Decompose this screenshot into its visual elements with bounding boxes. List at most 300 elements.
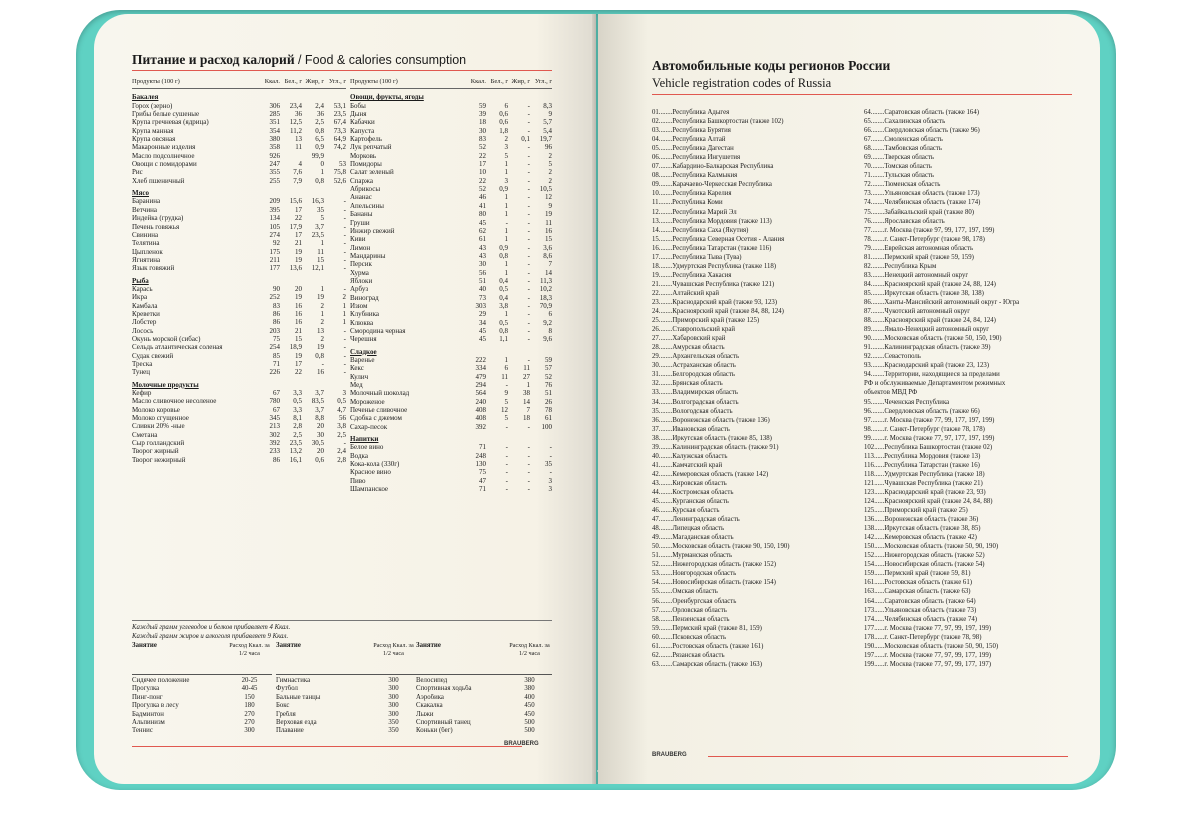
food-value: 19 <box>545 210 552 219</box>
food-row <box>350 335 552 343</box>
activity-name: Бокс <box>276 702 290 710</box>
food-row <box>132 456 346 464</box>
food-name: Молочный шоколад <box>350 389 410 398</box>
food-name: Судак свежий <box>132 351 174 360</box>
food-name: Рис <box>132 168 143 177</box>
food-row <box>350 460 552 468</box>
food-row <box>132 447 346 455</box>
food-value: 0,1 <box>521 135 530 144</box>
food-value: 70,9 <box>539 301 552 310</box>
activity-name: Скакалка <box>416 702 443 710</box>
food-name: Творог нежирный <box>132 455 186 464</box>
food-row <box>132 389 346 397</box>
region-code-entry: 61........Ростовская область (также 161) <box>652 642 764 650</box>
food-value: 2 <box>548 168 552 177</box>
food-value: 8 <box>548 326 552 335</box>
region-code-entry: 13........Республика Мордовия (также 113) <box>652 217 772 225</box>
activity-table-1 <box>132 642 272 736</box>
region-code-entry: 05........Республика Дагестан <box>652 145 734 153</box>
food-value: 2,8 <box>337 455 346 464</box>
food-name: Варенье <box>350 356 375 364</box>
region-code-entry: 178......г. Санкт-Петербург (также 78, 98) <box>864 633 982 641</box>
food-row <box>350 414 552 422</box>
food-row <box>132 368 346 376</box>
food-value: 285 <box>269 110 280 119</box>
food-name: Ананас <box>350 193 372 202</box>
food-value: - <box>527 468 530 477</box>
food-table-col1 <box>132 78 346 464</box>
food-row <box>350 252 552 260</box>
food-value: 83,5 <box>311 397 324 406</box>
food-row <box>132 118 346 126</box>
region-code-entry: 177......г. Москва (также 77, 97, 99, 197, 199) <box>864 624 992 632</box>
food-value: 7,9 <box>293 176 302 185</box>
region-code-entry: 118......Удмуртская Республика (также 18) <box>864 470 985 478</box>
food-value: - <box>527 422 530 431</box>
food-value: - <box>343 334 346 343</box>
food-name: Кулич <box>350 372 369 381</box>
food-value: 61 <box>479 235 486 244</box>
region-code-entry: 197......г. Москва (также 77, 97, 99, 177, 199) <box>864 651 992 659</box>
food-value: 380 <box>269 135 280 144</box>
activity-row <box>132 727 272 735</box>
food-row <box>132 414 346 422</box>
food-value: 96 <box>545 143 552 152</box>
food-name: Груши <box>350 218 370 227</box>
calorie-notes <box>132 620 552 641</box>
food-value: 9 <box>548 110 552 119</box>
food-value: 2 <box>548 151 552 160</box>
food-value: 3,7 <box>315 222 324 231</box>
food-row <box>350 269 552 277</box>
food-value: 0,8 <box>315 126 324 135</box>
title-underline <box>652 94 1072 95</box>
food-name: Индейка (грудка) <box>132 214 184 223</box>
food-value: 6 <box>504 364 508 373</box>
food-value: 26 <box>545 397 552 406</box>
food-value: 2,8 <box>293 422 302 431</box>
food-value: - <box>343 247 346 256</box>
header-protein: Бел., г <box>284 78 302 85</box>
region-code-entry: 142......Кемеровская область (также 42) <box>864 534 977 542</box>
region-code-entry: 51........Мурманская область <box>652 552 733 560</box>
food-section-heading: Рыба <box>132 276 149 285</box>
food-value: 99,9 <box>311 151 324 160</box>
food-value: 19 <box>317 293 324 302</box>
header-fat: Жир, г <box>305 78 324 85</box>
food-value: 56 <box>339 414 346 423</box>
food-value: - <box>505 218 508 227</box>
food-value: 177 <box>269 264 280 273</box>
food-name: Треска <box>132 360 153 368</box>
activity-name: Лыжи <box>416 710 434 718</box>
activity-name: Пинг-понг <box>132 693 163 701</box>
region-code-entry: 36........Воронежская область (также 136) <box>652 416 770 424</box>
activity-row <box>276 711 416 719</box>
food-value: 14 <box>523 397 530 406</box>
food-value: 0,8 <box>315 351 324 360</box>
food-row <box>350 364 552 372</box>
food-value: 45 <box>479 218 486 227</box>
food-value: 1 <box>504 226 508 235</box>
food-value: 13,6 <box>289 264 302 273</box>
region-code-entry: 83........Ненецкий автономный округ <box>864 271 969 279</box>
region-code-entry: 33........Владимирская область <box>652 389 739 397</box>
activity-kcal: 300 <box>244 727 255 735</box>
activity-kcal: 350 <box>388 719 399 727</box>
food-row <box>350 277 552 285</box>
food-value: - <box>549 468 552 477</box>
food-name: Инжир свежий <box>350 226 395 235</box>
food-value: 306 <box>269 101 280 110</box>
food-name: Помидоры <box>350 160 382 169</box>
food-value: 345 <box>269 414 280 423</box>
food-row <box>350 143 552 151</box>
food-value: 1 <box>342 318 346 327</box>
food-value: 35 <box>545 460 552 469</box>
food-section-heading: Молочные продукты <box>132 380 199 389</box>
food-value: 209 <box>269 197 280 206</box>
food-row <box>350 423 552 431</box>
activity-name: Бадминтон <box>132 710 164 718</box>
region-code-entry: 40........Калужская область <box>652 452 728 460</box>
food-value: 1 <box>342 309 346 318</box>
food-value: - <box>527 210 530 219</box>
food-row <box>132 160 346 168</box>
food-value: 240 <box>475 397 486 406</box>
food-value: - <box>505 443 508 452</box>
food-value: 11 <box>501 372 508 381</box>
food-row <box>132 285 346 293</box>
food-value: 3,6 <box>543 243 552 252</box>
region-code-entry: 29........Архангельская область <box>652 353 740 361</box>
food-value <box>280 152 302 160</box>
activity-row <box>132 719 272 727</box>
food-value: - <box>527 460 530 469</box>
food-name: Овощи с помидорами <box>132 160 197 169</box>
region-code-entry: 102......Республика Башкортостан (также 02) <box>864 443 993 451</box>
food-name: Масло подсолнечное <box>132 151 195 160</box>
food-value: 21 <box>295 239 302 248</box>
region-code-entry: 91........Калининградская область (также 39) <box>864 344 991 352</box>
activity-kcal: 270 <box>244 710 255 718</box>
food-name: Бобы <box>350 101 366 110</box>
food-value: 36 <box>295 110 302 119</box>
food-name: Лимон <box>350 243 371 252</box>
food-value: 5 <box>504 151 508 160</box>
food-value: 75,8 <box>333 168 346 177</box>
food-value: 83 <box>479 135 486 144</box>
food-row <box>350 452 552 460</box>
food-value: - <box>343 197 346 206</box>
food-value: 83 <box>273 301 280 310</box>
food-row <box>132 206 346 214</box>
food-value: - <box>343 351 346 360</box>
region-code-entry: 90........Московская область (также 50, 150, 190) <box>864 335 1002 343</box>
food-value: 17 <box>295 205 302 214</box>
food-value: 34 <box>479 318 486 327</box>
food-value: 78 <box>545 406 552 415</box>
region-code-entry: 11........Республика Коми <box>652 199 723 207</box>
food-section-heading: Бакалея <box>132 93 159 102</box>
food-name: Грибы белые сушеные <box>132 110 200 119</box>
food-value: 62 <box>479 226 486 235</box>
food-name: Пиво <box>350 476 366 485</box>
food-name: Окунь морской (сибас) <box>132 334 201 343</box>
food-value: 90 <box>273 284 280 293</box>
activity-kcal: 380 <box>524 685 535 693</box>
food-name: Молоко сгущенное <box>132 414 189 423</box>
food-value: 36 <box>317 110 324 119</box>
food-value: 12,1 <box>311 264 324 273</box>
food-value: 1 <box>320 168 324 177</box>
activity-row <box>276 677 416 685</box>
region-code-entry: 45........Курганская область <box>652 498 729 506</box>
region-code-entry: 62........Рязанская область <box>652 651 725 659</box>
food-value: 9,2 <box>543 318 552 327</box>
food-name: Кабачки <box>350 118 375 127</box>
region-code-entry: 124......Красноярский край (также 24, 84, 88) <box>864 498 993 506</box>
food-name: Белое вино <box>350 443 384 452</box>
food-value: - <box>505 476 508 485</box>
food-value: - <box>527 168 530 177</box>
activity-header: Занятие <box>276 642 301 649</box>
food-value: - <box>505 460 508 469</box>
food-value: 247 <box>269 160 280 169</box>
food-value: 75 <box>273 334 280 343</box>
food-value: 2 <box>320 301 324 310</box>
food-name: Клубника <box>350 310 380 319</box>
food-value: 7,6 <box>293 168 302 177</box>
food-name: Икра <box>132 293 148 302</box>
food-row <box>350 468 552 476</box>
food-value: 3,7 <box>315 389 324 398</box>
food-value: 3 <box>548 485 552 494</box>
region-code-entry: 38........Иркутская область (также 85, 138) <box>652 434 772 442</box>
food-value: 2 <box>548 176 552 185</box>
food-value: - <box>527 293 530 302</box>
food-value: 1 <box>320 284 324 293</box>
region-code-entry: 154......Новосибирская область (также 54) <box>864 561 985 569</box>
food-row <box>132 248 346 256</box>
region-code-entry: 04........Республика Алтай <box>652 136 726 144</box>
food-row <box>350 356 552 364</box>
food-row <box>132 335 346 343</box>
food-value: - <box>527 443 530 452</box>
food-row <box>350 135 552 143</box>
food-name: Салат зеленый <box>350 168 394 177</box>
food-value: 38 <box>523 389 530 398</box>
region-code-entry: 31........Белгородская область <box>652 371 736 379</box>
region-code-entry: 99........г. Москва (также 77, 97, 177, 197, 199) <box>864 434 995 442</box>
region-code-entry: 89........Ямало-Ненецкий автономный округ <box>864 326 990 334</box>
food-value: 1 <box>526 381 530 390</box>
food-name: Виноград <box>350 293 379 302</box>
food-value: 0,5 <box>499 285 508 294</box>
header-protein: Бел., г <box>490 78 508 85</box>
activity-name: Прогулка в лесу <box>132 702 179 710</box>
food-value: 408 <box>475 414 486 423</box>
activity-name: Велосипед <box>416 677 448 684</box>
food-value: 11 <box>545 218 552 227</box>
food-row <box>350 118 552 126</box>
food-value: 2 <box>342 293 346 302</box>
food-value: 175 <box>269 247 280 256</box>
food-value: 1 <box>320 239 324 248</box>
food-value: 9 <box>548 201 552 210</box>
header-carbs: Угл., г <box>328 78 346 85</box>
activity-kcal: 500 <box>524 719 535 727</box>
activity-name: Гребля <box>276 710 296 718</box>
food-value: - <box>343 439 346 448</box>
food-row <box>132 168 346 176</box>
food-name: Креветки <box>132 309 160 318</box>
right-page-title: Автомобильные коды регионов России <box>652 58 891 73</box>
food-value: 23,5 <box>311 230 324 239</box>
food-value: 0,8 <box>315 176 324 185</box>
food-row <box>350 389 552 397</box>
food-value: 10 <box>479 168 486 177</box>
food-name: Крупа манная <box>132 126 174 135</box>
food-value: - <box>505 468 508 477</box>
food-name: Персик <box>350 260 372 269</box>
region-code-entry: 16........Республика Татарстан (также 116) <box>652 244 772 252</box>
activity-name: Прогулка <box>132 685 160 693</box>
activity-row <box>276 702 416 710</box>
food-row <box>350 202 552 210</box>
food-row <box>350 219 552 227</box>
region-code-entry: 55........Омская область <box>652 588 718 596</box>
food-value: 22 <box>295 368 302 377</box>
region-code-entry: 68........Тамбовская область <box>864 145 942 153</box>
food-value: 334 <box>475 364 486 373</box>
food-value: 29 <box>479 310 486 319</box>
food-value: 5 <box>548 160 552 169</box>
region-code-entry: 21........Чувашская Республика (также 121) <box>652 280 775 288</box>
food-value: 395 <box>269 205 280 214</box>
food-value: 211 <box>269 255 280 264</box>
food-name: Язык говяжий <box>132 264 175 273</box>
food-row <box>350 294 552 302</box>
food-name: Лук репчатый <box>350 143 392 152</box>
food-value <box>324 152 346 160</box>
food-value: 0,9 <box>499 185 508 194</box>
food-value: 10,5 <box>539 185 552 194</box>
food-value: 13 <box>295 135 302 144</box>
region-code-entry: 10........Республика Карелия <box>652 190 732 198</box>
food-row <box>350 185 552 193</box>
food-value: 0,6 <box>499 118 508 127</box>
food-value: 0,5 <box>337 397 346 406</box>
region-code-entry: 123......Краснодарский край (также 23, 93) <box>864 488 986 496</box>
food-value: 71 <box>273 360 280 368</box>
food-value: 0,6 <box>315 455 324 464</box>
food-value: 100 <box>541 422 552 431</box>
food-value: 14 <box>545 268 552 277</box>
food-table-col2 <box>350 78 552 494</box>
region-code-entry: 47........Ленинградская область <box>652 516 740 524</box>
food-value: 926 <box>269 151 280 160</box>
food-value: 134 <box>269 214 280 223</box>
food-value: 1,1 <box>499 335 508 344</box>
food-name: Кока-кола (330г) <box>350 460 400 469</box>
food-value: 11,2 <box>290 126 302 135</box>
food-name: Молоко коровье <box>132 405 180 414</box>
region-code-entry: 48........Липецкая область <box>652 525 725 533</box>
food-value: 479 <box>475 372 486 381</box>
food-value: 3,8 <box>337 422 346 431</box>
food-name: Печень говяжья <box>132 222 180 231</box>
region-code-entry: 50........Московская область (также 90, 150, 190) <box>652 543 790 551</box>
food-value: 354 <box>269 126 280 135</box>
region-code-entry: 35........Вологодская область <box>652 407 733 415</box>
food-name: Морковь <box>350 151 377 160</box>
food-value: 105 <box>269 222 280 231</box>
region-code-entry: 92........Севастополь <box>864 353 921 361</box>
region-code-entry: 24........Красноярский край (также 84, 88, 124) <box>652 308 784 316</box>
food-name: Макаронные изделия <box>132 143 196 152</box>
activity-kcal: 400 <box>524 693 535 701</box>
activity-name: Спортивная ходьба <box>416 685 472 693</box>
region-code-entry: 152......Нижегородская область (также 52) <box>864 552 985 560</box>
region-code-entry: 73........Ульяновская область (также 173) <box>864 190 980 198</box>
region-code-entry: 25........Приморский край (также 125) <box>652 317 760 325</box>
food-name: Лобстер <box>132 318 157 327</box>
region-code-entry: 09........Карачаево-Черкесская Республика <box>652 181 772 189</box>
food-value: 0,8 <box>499 326 508 335</box>
food-value: 5,7 <box>543 118 552 127</box>
food-name: Яблоки <box>350 276 373 285</box>
region-code-entry: 85........Иркутская область (также 38, 138) <box>864 289 984 297</box>
food-value: 52 <box>545 372 552 381</box>
food-name: Сыр голландский <box>132 439 185 448</box>
food-name: Свинина <box>132 230 159 239</box>
food-value: 17 <box>479 160 486 169</box>
food-value: 9 <box>504 389 508 398</box>
food-value: 2,4 <box>337 447 346 456</box>
activity-row <box>132 677 272 685</box>
food-value: - <box>527 276 530 285</box>
region-code-entry: 164......Саратовская область (также 64) <box>864 597 976 605</box>
food-value: 303 <box>475 301 486 310</box>
food-value: 6 <box>504 101 508 110</box>
region-code-entry: 39........Калининградская область (также 91) <box>652 443 779 451</box>
food-name: Творог жирный <box>132 447 179 456</box>
activity-header: Занятие <box>132 642 157 649</box>
food-value: 351 <box>269 118 280 127</box>
food-name: Спаржа <box>350 176 373 185</box>
food-row <box>350 310 552 318</box>
food-value: - <box>343 264 346 273</box>
food-value: 22 <box>479 151 486 160</box>
food-name: Клюква <box>350 318 374 327</box>
region-code-entry: 163......Самарская область (также 63) <box>864 588 971 596</box>
region-code-entry: 23........Краснодарский край (также 93, 123) <box>652 298 778 306</box>
food-value: 20 <box>295 284 302 293</box>
food-row <box>350 244 552 252</box>
region-code-entry: 82........Республика Крым <box>864 262 937 270</box>
activity-kcal: 300 <box>388 693 399 701</box>
food-value: 59 <box>479 101 486 110</box>
food-value: 23,5 <box>333 110 346 119</box>
food-row <box>350 177 552 185</box>
food-value: 564 <box>475 389 486 398</box>
food-value: 18,9 <box>289 343 302 352</box>
region-codes-col2 <box>864 108 1078 669</box>
region-code-entry: 86........Ханты-Мансийский автономный округ - Югра <box>864 298 1020 306</box>
food-row <box>132 214 346 222</box>
region-code-entry: 37........Ивановская область <box>652 425 730 433</box>
